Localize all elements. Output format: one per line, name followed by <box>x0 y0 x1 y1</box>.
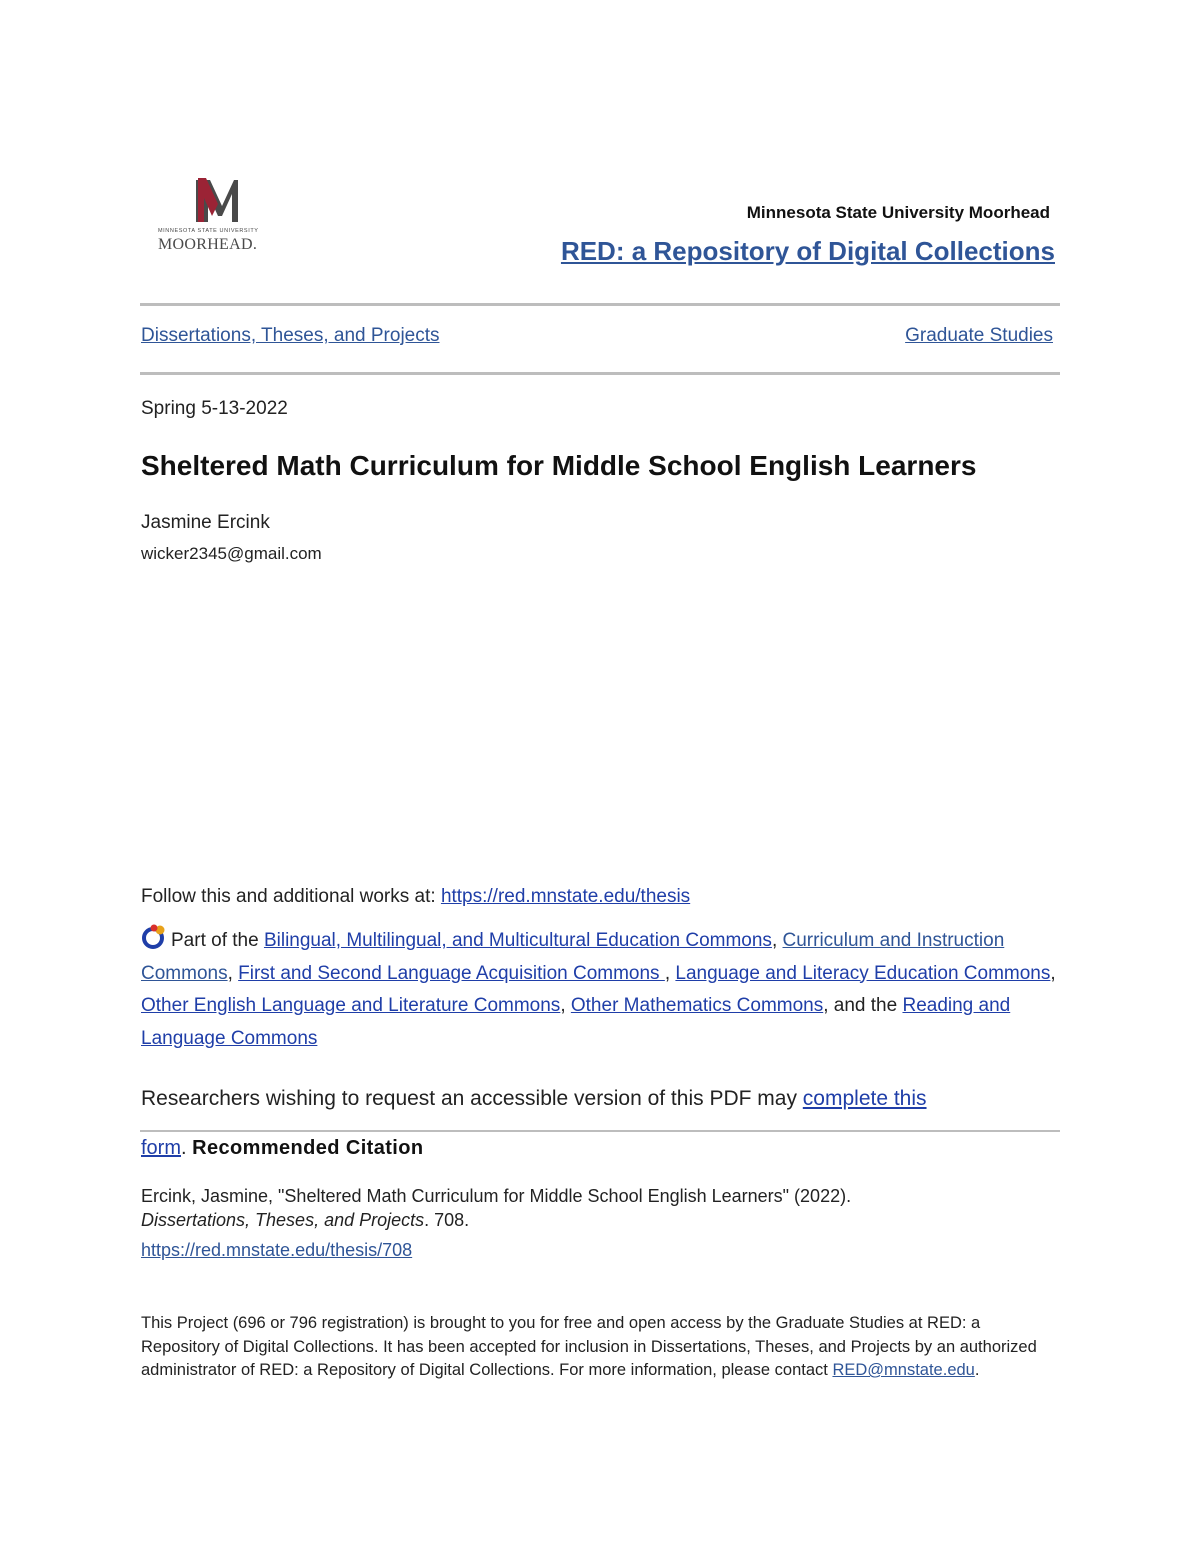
divider-top <box>140 303 1060 306</box>
msum-logo <box>158 176 283 256</box>
divider-nav <box>140 372 1060 375</box>
citation-text: Ercink, Jasmine, "Sheltered Math Curriculum for Middle School English Learners" (2022). <box>141 1186 852 1206</box>
period: . <box>181 1137 193 1159</box>
separator: , and the <box>823 995 903 1016</box>
thesis-collection-link[interactable]: https://red.mnstate.edu/thesis <box>440 886 691 907</box>
separator: , <box>560 995 571 1016</box>
contact-email-link[interactable]: RED@mnstate.edu <box>832 1361 975 1379</box>
discipline-link-curriculum[interactable]: Curriculum and Instruction Commons <box>141 930 1005 984</box>
separator: , <box>664 962 676 984</box>
bepress-network-icon <box>141 924 167 950</box>
discipline-link-mathematics[interactable]: Other Mathematics Commons <box>570 995 824 1016</box>
discipline-link-reading[interactable]: Reading and Language Commons <box>141 995 1011 1049</box>
disciplines-paragraph <box>141 924 1056 1055</box>
citation-header-line <box>141 1137 423 1160</box>
accessible-form-link-part1[interactable]: complete this <box>802 1087 927 1110</box>
repository-link[interactable]: RED: a Repository of Digital Collections <box>560 236 1055 266</box>
period: . <box>974 1361 980 1379</box>
follow-line <box>141 886 690 908</box>
accessible-request-line <box>141 1087 927 1111</box>
discipline-link-language-acquisition[interactable]: First and Second Language Acquisition Commons <box>238 962 665 984</box>
discipline-link-literacy[interactable]: Language and Literacy Education Commons <box>675 962 1051 984</box>
accessible-text: Researchers wishing to request an accessible version of this PDF may <box>141 1087 803 1110</box>
recommended-citation-label: Recommended Citation <box>192 1137 424 1159</box>
university-name: Minnesota State University Moorhead <box>746 203 1050 222</box>
publication-date: Spring 5-13-2022 <box>141 398 288 419</box>
part-of-prefix: Part of the <box>171 930 264 951</box>
msum-m-icon <box>158 176 238 226</box>
logo-wordmark: MOORHEAD. <box>158 236 258 253</box>
citation-series-line <box>141 1210 469 1231</box>
divider-citation <box>140 1130 1060 1132</box>
author-name: Jasmine Ercink <box>141 512 270 533</box>
separator: , <box>771 930 783 951</box>
logo-small-text: MINNESOTA STATE UNIVERSITY <box>158 228 259 234</box>
author-email: wicker2345@gmail.com <box>141 544 322 563</box>
footer-text: This Project (696 or 796 registration) is brought to you for free and open access by the Graduate Studies at RED: a Repository of Digital Collections. It has been accepted for inclusion in Dissertations, Theses, and Projects by an authorized administrator of RED: a Repository of Digital Collections. For more information, please contact <box>141 1314 1037 1379</box>
citation-series: Dissertations, Theses, and Projects <box>141 1210 425 1230</box>
discipline-link-english-literature[interactable]: Other English Language and Literature Commons <box>141 995 561 1016</box>
collection-link[interactable]: Dissertations, Theses, and Projects <box>141 325 440 346</box>
accessible-form-link-part2[interactable]: form <box>141 1137 181 1159</box>
separator: , <box>227 962 239 984</box>
citation-number: . 708. <box>424 1210 470 1230</box>
paper-title: Sheltered Math Curriculum for Middle School English Learners <box>141 450 977 481</box>
discipline-link-bilingual[interactable]: Bilingual, Multilingual, and Multicultural Education Commons <box>263 930 772 951</box>
citation-url[interactable]: https://red.mnstate.edu/thesis/708 <box>141 1240 413 1260</box>
follow-prefix: Follow this and additional works at: <box>141 886 441 907</box>
footer-notice <box>141 1312 1041 1383</box>
separator: , <box>1050 962 1056 984</box>
department-link[interactable]: Graduate Studies <box>905 325 1053 346</box>
